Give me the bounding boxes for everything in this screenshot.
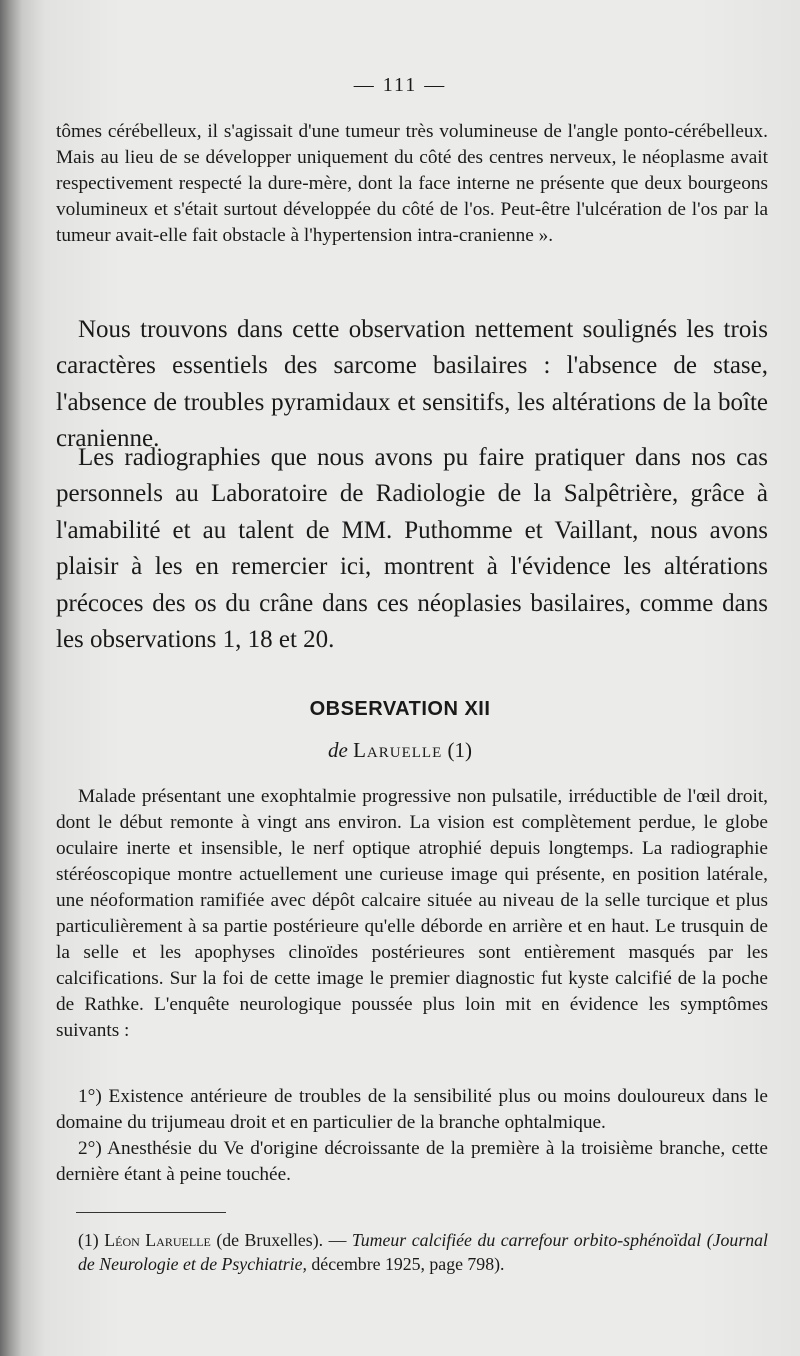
observation-paragraph — [56, 784, 768, 1044]
author-prefix: de — [328, 738, 348, 762]
observation-text: Malade présentant une exophtalmie progressive non pulsatile, irréductible de l'œil droit, dont le début remonte à vingt ans environ. La vision est complètement perdue, le globe oculaire inerte et insensible, le nerf optique atrophié depuis longtemps. La radiographie stéréoscopique montre actuellement une curieuse image qui présente, en position latérale, une néoformation ramifiée avec dépôt calcaire située au niveau de la selle turcique et plus particulièrement à sa partie postérieure qu'elle déborde en arrière et en haut. Le trusquin de la selle et les apophyses clinoïdes postérieures sont entièrement masqués par les calcifications. Sur la foi de cette image le premier diagnostic fut kyste calcifié de la poche de Rathke. L'enquête neurologique poussée plus loin mit en évidence les symptômes suivants : — [56, 786, 768, 1041]
footnote-title: Tumeur calcifiée du carrefour orbito-sphénoïdal — [351, 1230, 702, 1250]
continuation-paragraph — [56, 119, 768, 249]
page-number: — 111 — — [353, 74, 447, 96]
observation-author — [0, 738, 800, 763]
author-name: Laruelle — [353, 738, 443, 762]
footnote-reference: (1) — [447, 738, 472, 762]
footnote-author: Léon Laruelle — [104, 1230, 211, 1250]
body-paragraph-1 — [56, 312, 768, 458]
body-paragraph-2-text: Les radiographies que nous avons pu faire pratiquer dans nos cas personnels au Laboratoire de Radiologie de la Salpêtrière, grâce à l'amabilité et au talent de MM. Puthomme et Vaillant, nous avons plaisir à les en remercier ici, montrent à l'évidence les altérations précoces des os du crâne dans ces néoplasies basilaires, comme dans les observations 1, 18 et 20. — [56, 444, 768, 654]
body-paragraph-1-text: Nous trouvons dans cette observation nettement soulignés les trois caractères essentiels des sarcome basilaires : l'absence de stase, l'absence de troubles pyramidaux et sensitifs, les altérations de la boîte cranienne. — [56, 316, 768, 453]
footnote-place: (de Bruxelles). — — [216, 1230, 347, 1250]
observation-item-1-text: 1°) Existence antérieure de troubles de la sensibilité plus ou moins douloureux dans le domaine du trijumeau droit et en particulier de la branche ophtalmique. — [56, 1086, 768, 1133]
observation-title: OBSERVATION XII — [309, 698, 491, 720]
observation-item-1 — [56, 1084, 768, 1136]
footnote-date: décembre 1925, page 798). — [311, 1254, 505, 1274]
body-paragraph-2 — [56, 440, 768, 658]
footnote-marker: (1) — [78, 1230, 99, 1250]
footnote-journal: (Journal de Neurologie et de Psychiatrie, — [78, 1230, 768, 1274]
observation-item-2-text: 2°) Anesthésie du Ve d'origine décroissante de la première à la troisième branche, cette dernière étant à peine touchée. — [56, 1138, 768, 1185]
footnote — [78, 1228, 768, 1276]
continuation-text: tômes cérébelleux, il s'agissait d'une tumeur très volumineuse de l'angle ponto-cérébelleux. Mais au lieu de se développer uniquement du côté des centres nerveux, le néoplasme avait respectivement respecté la dure-mère, dont la face interne ne présente que deux bourgeons volumineux et s'était surtout développée du côté de l'os. Peut-être l'ulcération de l'os par la tumeur avait-elle fait obstacle à l'hypertension intra-cranienne ». — [56, 121, 768, 246]
footnote-divider — [76, 1212, 226, 1213]
observation-item-2 — [56, 1136, 768, 1188]
